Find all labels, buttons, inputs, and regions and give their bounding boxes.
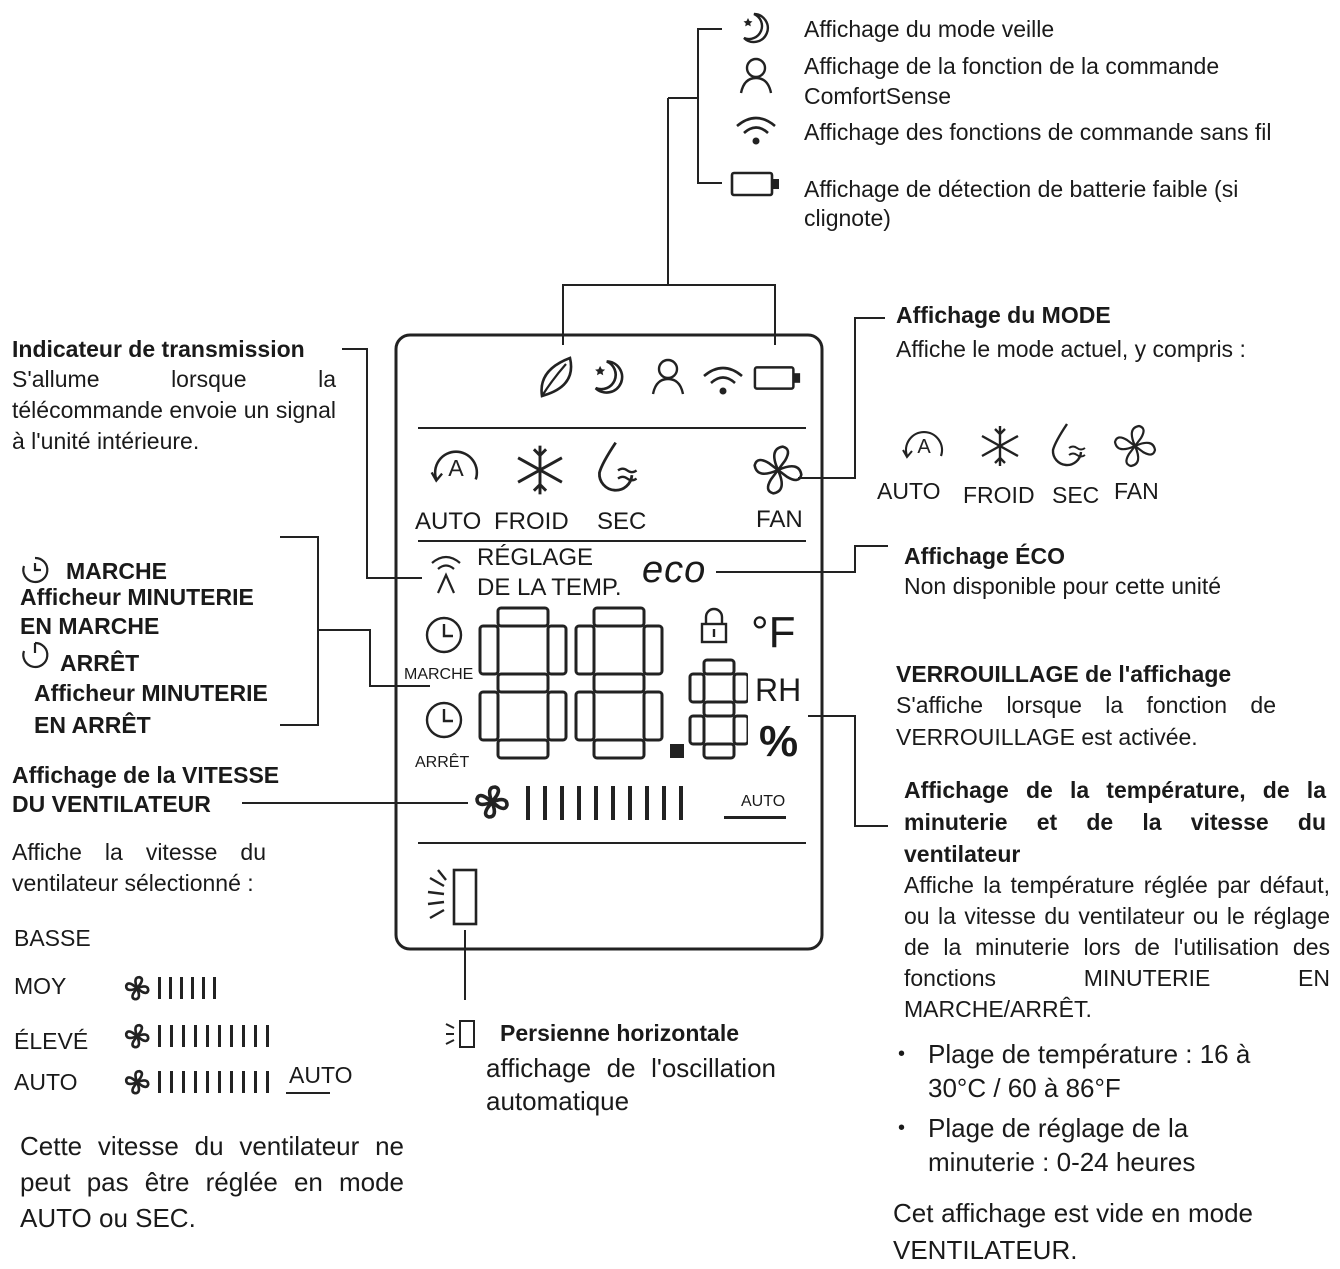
lcd-leaf-icon	[536, 354, 576, 400]
fan-auto-underline	[286, 1092, 330, 1094]
fan-level-auto: AUTO	[14, 1069, 78, 1095]
lcd-segment-d	[498, 740, 548, 758]
lcd-segment-e	[690, 716, 704, 744]
timer-on-icon	[20, 555, 50, 585]
lcd-unit-rh: RH	[755, 672, 802, 708]
lcd-comfort-icon	[649, 356, 687, 398]
lcd-sleep-icon	[589, 356, 629, 398]
lcd-dry-icon	[592, 438, 644, 496]
mode-label-fan: FAN	[1114, 478, 1159, 504]
legend-battery-2: clignote)	[804, 205, 891, 231]
timer-on-desc-2: EN MARCHE	[20, 613, 160, 639]
lcd-segment-a	[704, 660, 734, 674]
temp-desc: Affiche la température réglée par défaut, ou la vitesse du ventilateur ou le réglage de la minuterie lors de l'utilisation des fonctions MINUTERIE EN MARCHE/ARRÊT.	[904, 872, 1330, 1022]
lcd-lock-icon	[699, 606, 729, 646]
temp-title: Affichage de la température, de la minuterie et de la vitesse du ventilateur	[904, 777, 1326, 867]
lcd-segment-c	[734, 716, 748, 744]
fan-speed-icon	[126, 977, 148, 999]
lcd-segment-g	[594, 674, 644, 692]
legend-comfort-1: Affichage de la fonction de la commande	[804, 53, 1220, 79]
fan-speed-bar	[242, 1071, 245, 1093]
fan-speed-bar	[206, 1071, 209, 1093]
timer-on-label: MARCHE	[66, 558, 167, 584]
battery-icon	[730, 170, 782, 198]
lcd-segment-d	[704, 744, 734, 758]
louver-desc: affichage de l'oscillation automatique	[486, 1053, 776, 1116]
lcd-unit-pct: %	[759, 717, 799, 766]
louver-small-icon	[444, 1018, 478, 1050]
fan-speed-bar	[662, 786, 666, 820]
lcd-segment-a	[498, 608, 548, 626]
timer-off-desc-2: EN ARRÊT	[34, 712, 151, 738]
lcd-auto-icon	[424, 440, 488, 498]
mode-label-auto: AUTO	[877, 478, 941, 504]
fan-speed-bar	[158, 1025, 161, 1047]
fan-speed-bar	[679, 786, 683, 820]
lcd-mode-fan: FAN	[756, 506, 803, 533]
lcd-segment-a	[594, 608, 644, 626]
lcd-timer-off-icon	[423, 699, 465, 741]
lcd-segment-b	[644, 626, 662, 674]
mode-desc: Affiche le mode actuel, y compris :	[896, 336, 1246, 362]
louver-title: Persienne horizontale	[500, 1020, 740, 1046]
lcd-wireless-icon	[700, 364, 746, 398]
fan-speed-bar	[594, 786, 598, 820]
fan-speed-bar	[611, 786, 615, 820]
legend-battery-1: Affichage de détection de batterie faible (si	[804, 176, 1239, 202]
fan-speed-bar	[230, 1071, 233, 1093]
lcd-segment-f	[576, 626, 594, 674]
lcd-battery-icon	[753, 364, 803, 392]
mode-title: Affichage du MODE	[896, 302, 1111, 328]
lcd-segment-b	[734, 674, 748, 702]
temp-range-bullet: • Plage de température : 16 à 30°C / 60 à 86°F	[892, 1037, 1284, 1105]
fan-speed-bar	[194, 1071, 197, 1093]
fan-speed-bar	[158, 1071, 161, 1093]
sleep-icon	[738, 10, 774, 46]
mode-label-froid: FROID	[963, 482, 1035, 508]
lcd-fan-bars	[474, 780, 724, 826]
comfortsense-icon	[738, 55, 774, 97]
lock-title: VERROUILLAGE de l'affichage	[896, 661, 1232, 687]
fan-speed-bar	[526, 786, 530, 820]
lock-desc: S'affiche lorsque la fonction de VERROUILLAGE est activée.	[896, 692, 1276, 750]
fan-speed-bar	[218, 1025, 221, 1047]
fan-speed-bar	[158, 977, 161, 999]
svg-text:A: A	[448, 454, 464, 481]
fan-speed-bar	[191, 977, 194, 999]
fan-speed-desc: Affiche la vitesse du ventilateur sélectionné :	[12, 839, 266, 896]
lcd-set-temp-1: RÉGLAGE	[477, 544, 594, 571]
fan-speed-bar	[254, 1071, 257, 1093]
legend-wireless: Affichage des fonctions de commande sans fil	[804, 119, 1272, 145]
lcd-eco: eco	[642, 549, 707, 591]
fan-speed-title-2: DU VENTILATEUR	[12, 791, 211, 817]
timer-range-bullet: • Plage de réglage de la minuterie : 0-24 heures	[892, 1111, 1284, 1179]
fan-speed-bar	[543, 786, 547, 820]
fan-mode-icon	[1111, 422, 1159, 470]
lcd-decimal-point	[670, 744, 684, 758]
lcd-mode-auto: AUTO	[415, 508, 482, 535]
lcd-segment-g	[498, 674, 548, 692]
mode-label-sec: SEC	[1052, 482, 1100, 508]
fan-speed-bar	[180, 977, 183, 999]
wireless-icon	[734, 114, 778, 148]
eco-desc: Non disponible pour cette unité	[904, 573, 1222, 599]
lcd-segment-f	[690, 674, 704, 702]
lcd-unit-f: °F	[751, 608, 796, 657]
fan-level-high: ÉLEVÉ	[14, 1028, 89, 1054]
svg-text:A: A	[917, 436, 931, 458]
fan-speed-bar	[266, 1025, 269, 1047]
fan-speed-bar	[560, 786, 564, 820]
lcd-segment-c	[548, 692, 566, 740]
legend-comfort-2: ComfortSense	[804, 83, 952, 109]
lcd-segment-f	[480, 626, 498, 674]
fan-level-low: BASSE	[14, 925, 91, 951]
transmission-title: Indicateur de transmission	[12, 336, 305, 362]
fan-speed-bar	[194, 1025, 197, 1047]
lcd-fan-icon	[750, 442, 806, 498]
lcd-timer-on-label: MARCHE	[404, 666, 474, 683]
fan-speed-bar	[202, 977, 205, 999]
lcd-mode-sec: SEC	[597, 508, 647, 535]
lcd-set-temp-2: DE LA TEMP.	[477, 574, 622, 601]
temp-bullets	[892, 1037, 1284, 1179]
fan-bars-high	[124, 1020, 284, 1050]
legend-sleep: Affichage du mode veille	[804, 16, 1055, 42]
timer-off-label: ARRÊT	[60, 650, 140, 676]
lcd-cool-icon	[512, 442, 568, 498]
auto-mode-icon	[897, 422, 951, 472]
lcd-transmission-icon	[429, 553, 463, 597]
fan-speed-bar	[213, 977, 216, 999]
lcd-fan-auto: AUTO	[741, 793, 786, 810]
fan-speed-icon	[126, 1071, 148, 1093]
lcd-segment-c	[644, 692, 662, 740]
transmission-desc: S'allume lorsque la télécommande envoie un signal à l'unité intérieure.	[12, 366, 336, 454]
fan-speed-icon	[126, 1025, 148, 1047]
fan-speed-bar	[218, 1071, 221, 1093]
temp-note: Cet affichage est vide en mode VENTILATEUR.	[893, 1198, 1253, 1265]
lcd-louver-icon	[426, 864, 482, 930]
eco-title: Affichage ÉCO	[904, 543, 1066, 569]
fan-speed-bar	[182, 1025, 185, 1047]
fan-speed-bar	[169, 977, 172, 999]
lcd-segment-e	[480, 692, 498, 740]
lcd-timer-off-label: ARRÊT	[415, 754, 470, 771]
fan-bars-auto	[124, 1066, 284, 1096]
fan-speed-bar	[645, 786, 649, 820]
lcd-segment-d	[594, 740, 644, 758]
dry-mode-icon	[1047, 420, 1091, 470]
fan-speed-bar	[242, 1025, 245, 1047]
fan-speed-bar	[628, 786, 632, 820]
fan-level-mid: MOY	[14, 973, 67, 999]
lcd-fan-auto-underline	[724, 816, 786, 819]
fan-speed-bar	[182, 1071, 185, 1093]
fan-speed-bar	[266, 1071, 269, 1093]
lcd-segment-g	[704, 702, 734, 716]
timer-off-icon	[20, 640, 50, 670]
lcd-segment-b	[548, 626, 566, 674]
timer-on-desc-1: Afficheur MINUTERIE	[20, 584, 254, 610]
timer-off-desc-1: Afficheur MINUTERIE	[34, 680, 268, 706]
fan-speed-bar	[230, 1025, 233, 1047]
cool-mode-icon	[977, 423, 1023, 469]
fan-speed-bar	[170, 1025, 173, 1047]
fan-speed-icon	[477, 787, 507, 817]
fan-speed-bar	[170, 1071, 173, 1093]
fan-bars-mid	[124, 972, 264, 1002]
fan-speed-bar	[577, 786, 581, 820]
lcd-segment-e	[576, 692, 594, 740]
fan-speed-note: Cette vitesse du ventilateur ne peut pas être réglée en mode AUTO ou SEC.	[20, 1131, 404, 1233]
fan-speed-bar	[206, 1025, 209, 1047]
fan-speed-bar	[254, 1025, 257, 1047]
fan-speed-title-1: Affichage de la VITESSE	[12, 762, 280, 788]
lcd-timer-on-icon	[423, 614, 465, 656]
fan-auto-tag: AUTO	[289, 1062, 353, 1088]
lcd-mode-froid: FROID	[494, 508, 569, 535]
